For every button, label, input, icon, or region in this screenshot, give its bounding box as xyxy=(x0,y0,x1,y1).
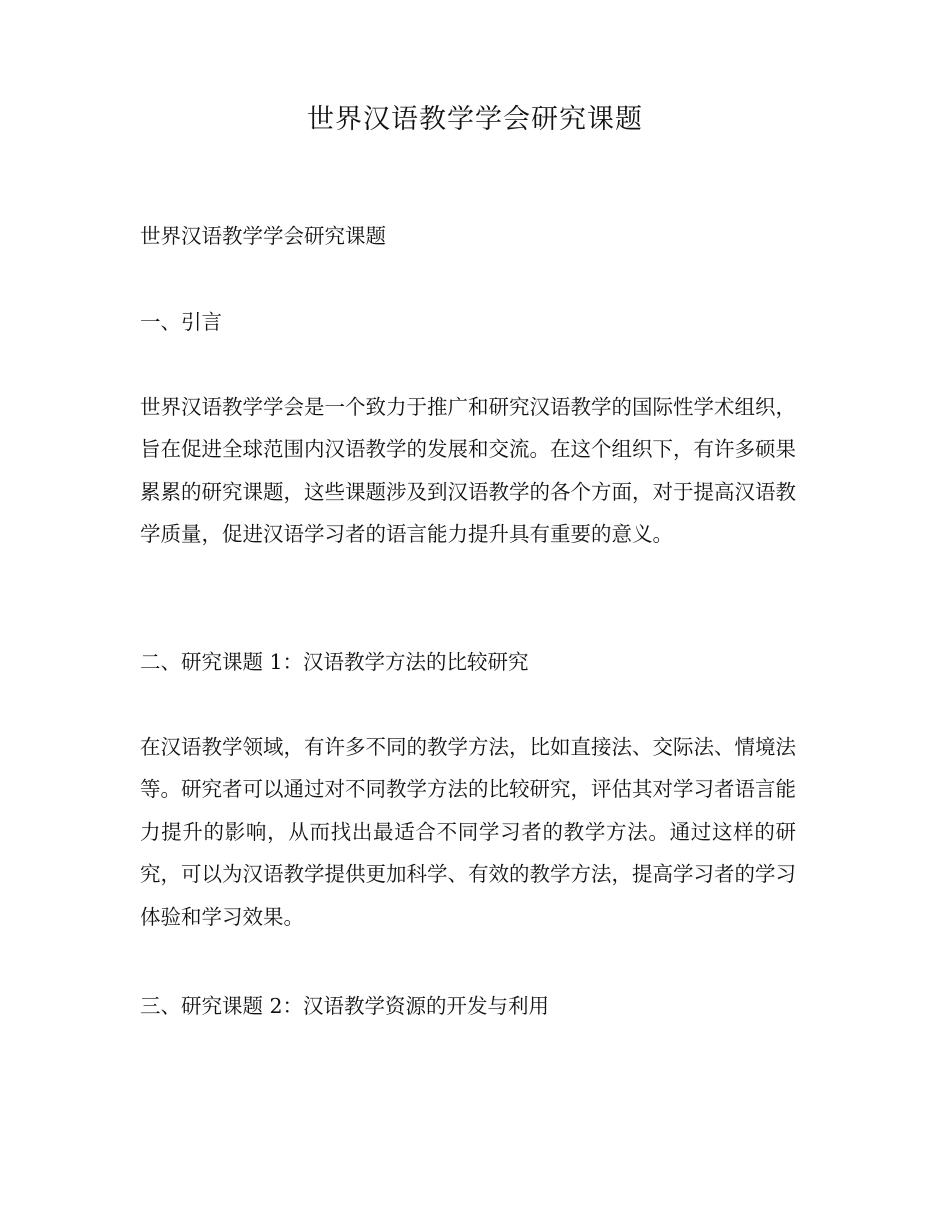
section-paragraph-intro: 世界汉语教学学会是一个致力于推广和研究汉语教学的国际性学术组织，旨在促进全球范围内汉语教学的发展和交流。在这个组织下，有许多硕果累累的研究课题，这些课题涉及到汉语教学的各个方面，对于提高汉语教学质量，促进汉语学习者的语言能力提升具有重要的意义。 xyxy=(140,395,796,547)
section-heading-intro: 一、引言 xyxy=(140,310,222,334)
section-heading-topic-1: 二、研究课题 1：汉语教学方法的比较研究 xyxy=(140,650,529,674)
section-paragraph-topic-1: 在汉语教学领域，有许多不同的教学方法，比如直接法、交际法、情境法等。研究者可以通过对不同教学方法的比较研究，评估其对学习者语言能力提升的影响，从而找出最适合不同学习者的教学方法。通过这样的研究，可以为汉语教学提供更加科学、有效的教学方法，提高学习者的学习体验和学习效果。 xyxy=(140,735,796,929)
document-subtitle: 世界汉语教学学会研究课题 xyxy=(140,224,386,248)
section-heading-topic-2: 三、研究课题 2：汉语教学资源的开发与利用 xyxy=(140,994,550,1018)
document-title: 世界汉语教学学会研究课题 xyxy=(307,104,643,135)
